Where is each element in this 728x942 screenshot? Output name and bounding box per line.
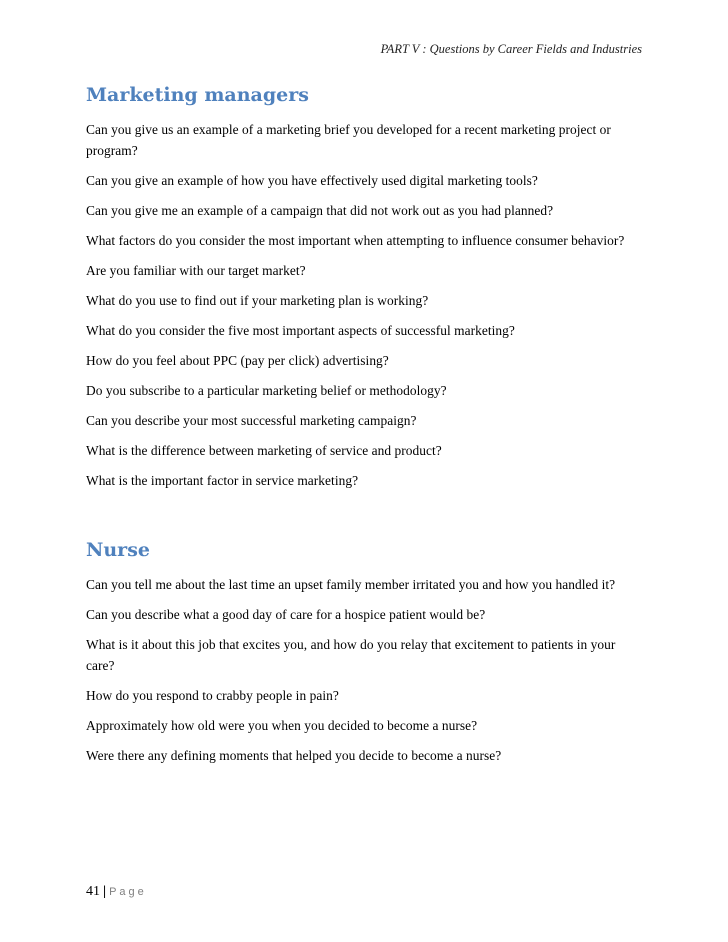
question-item: What is the difference between marketing of service and product? — [86, 442, 442, 458]
page-word: Page — [109, 886, 147, 898]
question-item: Do you subscribe to a particular marketing belief or methodology? — [86, 382, 447, 398]
question-item: Can you give us an example of a marketing brief you developed for a recent marketing project or program? — [86, 121, 611, 158]
footer-separator: | — [103, 884, 107, 899]
question-item: Approximately how old were you when you decided to become a nurse? — [86, 717, 478, 733]
question-item: Can you give an example of how you have effectively used digital marketing tools? — [86, 172, 538, 188]
question-item: What is the important factor in service marketing? — [86, 472, 359, 488]
section-title: Marketing managers — [86, 84, 309, 106]
section-marketing-managers — [86, 84, 646, 491]
running-header: PART V : Questions by Career Fields and Industries — [380, 42, 642, 56]
question-item: What do you use to find out if your marketing plan is working? — [86, 292, 429, 308]
question-item: Are you familiar with our target market? — [86, 262, 306, 278]
question-item: Can you describe your most successful marketing campaign? — [86, 412, 417, 428]
page-number: 41 — [86, 884, 100, 899]
question-item: How do you respond to crabby people in pain? — [86, 687, 339, 703]
page-content — [86, 84, 646, 775]
question-item: Can you describe what a good day of care for a hospice patient would be? — [86, 606, 486, 622]
section-title: Nurse — [86, 538, 150, 561]
question-item: How do you feel about PPC (pay per click) advertising? — [86, 352, 389, 368]
page-footer — [86, 884, 147, 900]
question-item: What factors do you consider the most important when attempting to influence consumer behavior? — [86, 232, 625, 248]
question-item: Were there any defining moments that helped you decide to become a nurse? — [86, 747, 502, 763]
question-item: What do you consider the five most important aspects of successful marketing? — [86, 322, 515, 338]
question-item: Can you tell me about the last time an upset family member irritated you and how you handled it? — [86, 576, 616, 592]
section-nurse — [86, 539, 646, 766]
question-item: Can you give me an example of a campaign that did not work out as you had planned? — [86, 202, 554, 218]
question-item: What is it about this job that excites you, and how do you relay that excitement to patients in your care? — [86, 636, 616, 673]
